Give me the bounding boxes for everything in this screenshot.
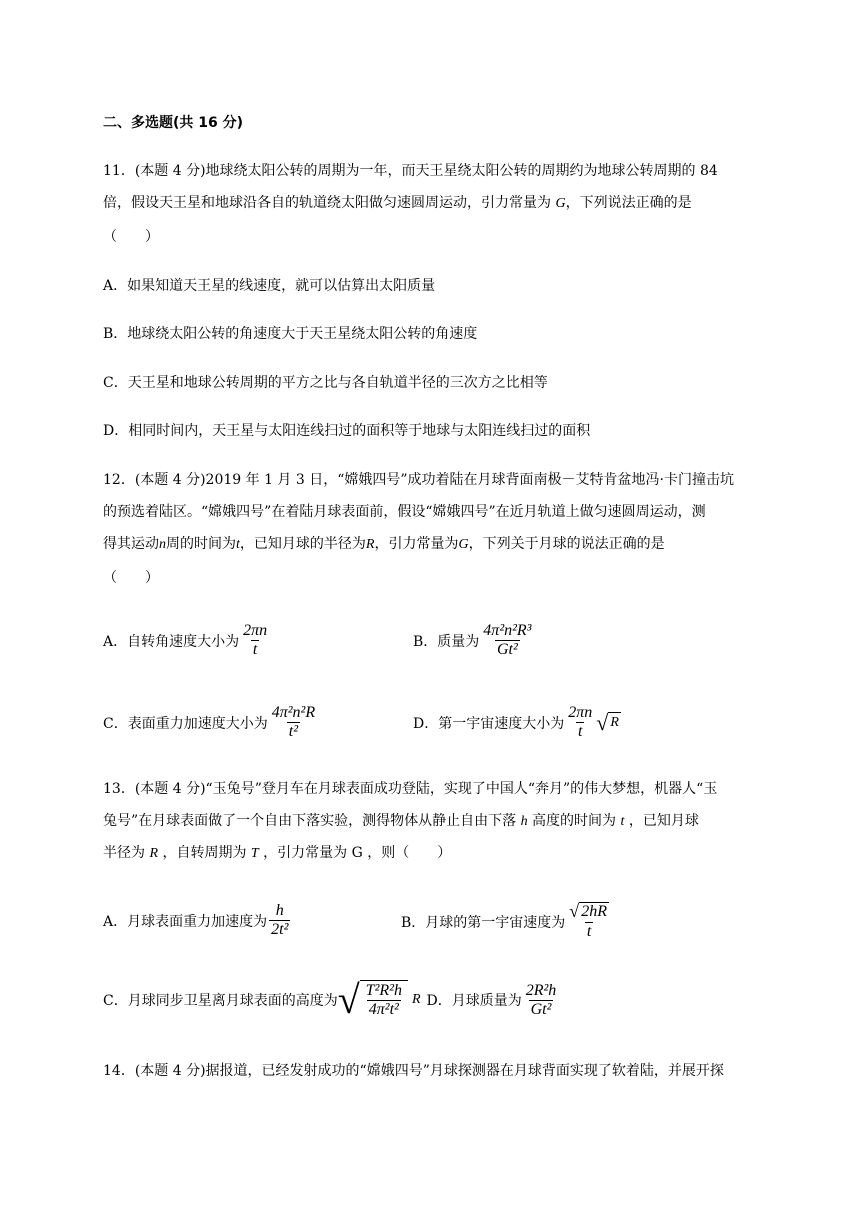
q13-t-symbol: t xyxy=(620,814,625,829)
q12-option-a xyxy=(103,622,271,659)
q11-line-2c: ，下列说法正确的是 xyxy=(565,195,692,211)
q13-c-numerator: T²R²h xyxy=(365,982,402,999)
q12-n-symbol: n xyxy=(159,537,166,552)
q13-option-b-fraction xyxy=(567,902,611,941)
q12-option-b-fraction xyxy=(481,622,533,659)
q13-option-d-label: D．月球质量为 xyxy=(426,993,522,1009)
q13-option-b xyxy=(401,902,613,941)
q13-b-radicand: 2hR xyxy=(581,903,607,920)
q12-option-d-label: D．第一宇宙速度大小为 xyxy=(413,715,565,732)
q12-answer-bracket: （ ） xyxy=(103,570,159,586)
q12-d-radicand: R xyxy=(608,712,621,734)
q13-h-symbol: h xyxy=(520,814,528,829)
q13-option-c-fraction xyxy=(364,982,404,1019)
q13-option-a-fraction xyxy=(269,902,290,939)
q12-a-numerator: 2πn xyxy=(243,622,268,639)
q13-line-3a: 半径为 xyxy=(103,845,150,861)
q13-c-radicand xyxy=(360,980,408,1020)
q13-b-denominator: t xyxy=(586,923,592,940)
q12-t-symbol: t xyxy=(236,537,240,552)
q12-line-3c: ，已知月球的半径为 xyxy=(239,536,366,552)
q11-line-2a: 倍，假设天王星和地球沿各自的轨道绕太阳做匀速圆周运动，引力常量为 xyxy=(103,195,556,211)
section-title: 二、多选题(共 16 分) xyxy=(103,115,244,131)
q11-option-a: A．如果知道天王星的线速度，就可以估算出太阳质量 xyxy=(103,278,436,294)
q13-d-numerator: 2R²h xyxy=(525,981,557,999)
q13-option-b-label: B．月球的第一宇宙速度为 xyxy=(401,914,566,931)
q13-c-r-symbol: R xyxy=(411,992,421,1007)
q12-d-numerator: 2πn xyxy=(568,704,593,721)
radical-sign-icon: √ xyxy=(337,977,360,1022)
q13-r-symbol: R xyxy=(149,846,159,861)
q13-option-a xyxy=(103,902,292,939)
q13-line-2b: 高度的时间为 xyxy=(527,813,621,829)
q13-a-numerator: h xyxy=(275,902,284,919)
q13-line-3b: ，自转周期为 xyxy=(158,845,251,861)
q12-option-c-fraction xyxy=(270,704,317,741)
q13-line-1: 13．(本题 4 分)“玉兔号”登月车在月球表面成功登陆，实现了中国人“奔月”的伟大梦想，机器人“玉 xyxy=(103,781,718,797)
q12-option-d-fraction xyxy=(566,704,594,741)
q12-d-sqrt xyxy=(596,709,621,735)
q12-line-3a: 得其运动 xyxy=(103,536,159,552)
q13-b-sqrt xyxy=(569,902,609,921)
q12-line-1: 12．(本题 4 分)2019 年 1 月 3 日，“嫦娥四号”成功着陆在月球背面南极－艾特肯盆地冯·卡门撞击坑 xyxy=(103,472,735,488)
q11-g-symbol: G xyxy=(555,196,566,211)
q12-a-denominator: t xyxy=(252,641,258,658)
q12-b-numerator: 4π²n²R³ xyxy=(483,622,532,639)
q12-c-numerator: 4π²n²R xyxy=(271,704,316,721)
q13-a-denominator: 2t² xyxy=(271,921,289,938)
q11-line-1: 11．(本题 4 分)地球绕太阳公转的周期为一年，而天王星绕太阳公转的周期约为地球公转周期的 84 xyxy=(103,163,718,179)
q13-d-denominator: Gt² xyxy=(530,1000,552,1018)
q13-b-numerator xyxy=(567,902,611,922)
q13-option-c xyxy=(103,977,560,1022)
q12-option-b xyxy=(413,622,535,659)
radical-sign-icon: √ xyxy=(569,901,580,921)
q12-line-3b: 周的时间为 xyxy=(166,536,236,552)
q12-option-c-label: C．表面重力加速度大小为 xyxy=(103,715,268,732)
q13-option-c-label: C．月球同步卫星离月球表面的高度为 xyxy=(103,993,338,1009)
q12-option-b-label: B．质量为 xyxy=(413,633,480,650)
q13-t-period-symbol: T xyxy=(250,846,259,861)
q13-line-2a: 兔号”在月球表面做了一个自由下落实验，测得物体从静止自由下落 xyxy=(103,813,521,829)
q12-c-denominator: t² xyxy=(288,723,299,740)
q11-option-d: D．相同时间内，天王星与太阳连线扫过的面积等于地球与太阳连线扫过的面积 xyxy=(103,423,591,439)
q13-c-denominator: 4π²t² xyxy=(368,1001,399,1018)
radical-sign-icon: √ xyxy=(596,709,609,735)
q12-d-denominator: t xyxy=(578,723,583,740)
q12-g-symbol: G xyxy=(458,537,469,552)
q11-option-b: B．地球绕太阳公转的角速度大于天王星绕太阳公转的角速度 xyxy=(103,326,478,342)
q13-line-2c: ，已知月球 xyxy=(624,813,699,829)
q13-option-d-fraction xyxy=(524,982,559,1019)
q12-option-a-label: A．自转角速度大小为 xyxy=(103,633,240,650)
q13-line-3c: ，引力常量为 G ，则（ ） xyxy=(258,845,452,861)
q12-line-2: 的预选着陆区。“嫦娥四号”在着陆月球表面前，假设“嫦娥四号”在近月轨道上做匀速圆周运动，测 xyxy=(103,504,706,520)
q12-option-c xyxy=(103,704,319,741)
q11-answer-bracket: （ ） xyxy=(103,229,159,245)
q12-line-3 xyxy=(103,533,665,553)
q13-line-2 xyxy=(103,810,699,830)
q11-line-2 xyxy=(103,192,692,212)
q12-option-d xyxy=(413,704,621,741)
q12-line-3e: ，下列关于月球的说法正确的是 xyxy=(468,536,665,552)
q13-option-a-label: A．月球表面重力加速度为 xyxy=(103,913,268,930)
q12-b-denominator: Gt² xyxy=(496,641,518,658)
q11-option-c: C．天王星和地球公转周期的平方之比与各自轨道半径的三次方之比相等 xyxy=(103,375,548,391)
q14-line-1: 14．(本题 4 分)据报道，已经发射成功的“嫦娥四号”月球探测器在月球背面实现了软着陆，并展开探 xyxy=(103,1063,724,1079)
q12-r-symbol: R xyxy=(365,537,375,552)
q12-option-a-fraction xyxy=(241,622,269,659)
q12-line-3d: ，引力常量为 xyxy=(374,536,459,552)
q13-line-3 xyxy=(103,842,451,862)
q13-c-sqrt xyxy=(337,977,408,1022)
